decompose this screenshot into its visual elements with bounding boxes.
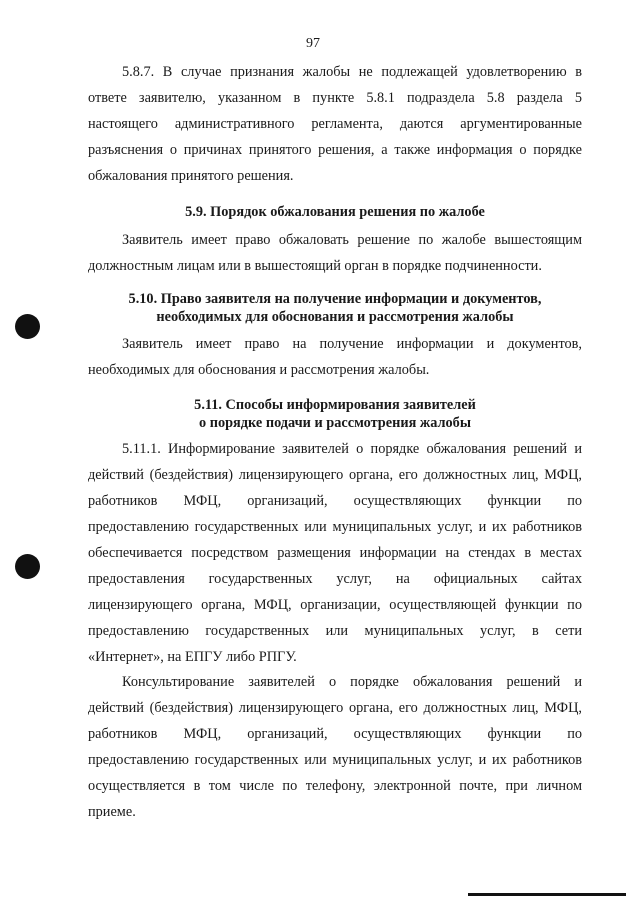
text-line: работников МФЦ, организаций, осуществляющих функции по — [88, 493, 582, 509]
text-line: осуществляется в том числе по телефону, электронной почте, при личном — [88, 778, 582, 794]
text-line: ответе заявителю, указанном в пункте 5.8.1 подраздела 5.8 раздела 5 — [88, 90, 582, 106]
heading-line: необходимых для обоснования и рассмотрения жалобы — [156, 309, 514, 325]
text-line: Заявитель имеет право обжаловать решение по жалобе вышестоящим — [122, 232, 582, 248]
page-number: 97 — [306, 36, 320, 51]
text-line: должностным лицам или в вышестоящий орган в порядке подчиненности. — [88, 258, 542, 274]
heading-line: 5.11. Способы информирования заявителей — [194, 397, 476, 413]
text-line: 5.8.7. В случае признания жалобы не подлежащей удовлетворению в — [122, 64, 582, 80]
text-line: обеспечивается посредством размещения информации на стендах в местах — [88, 545, 582, 561]
heading-text: 5.9. Порядок обжалования решения по жалобе — [185, 204, 485, 220]
text-line: действий (бездействия) лицензирующего органа, его должностных лиц, МФЦ, — [88, 467, 582, 483]
text-line: работников МФЦ, организаций, осуществляющих функции по — [88, 726, 582, 742]
text-line: Консультирование заявителей о порядке обжалования решений и — [122, 674, 582, 690]
text-line: «Интернет», на ЕПГУ либо РПГУ. — [88, 649, 297, 665]
text-line: обжалования принятого решения. — [88, 168, 294, 184]
paragraph-consultation — [88, 669, 582, 825]
paragraph-5-11-1 — [88, 436, 582, 670]
scan-edge-line — [468, 893, 626, 896]
text-line: предоставлению государственных или муниципальных услуг, в сети — [88, 623, 582, 639]
paragraph-5-9 — [88, 227, 582, 279]
text-line: предоставления государственных услуг, на официальных сайтах — [88, 571, 582, 587]
text-line: Заявитель имеет право на получение информации и документов, — [122, 336, 582, 352]
section-heading-5-10 — [88, 290, 582, 326]
paragraph-5-10 — [88, 331, 582, 383]
paragraph-5-8-7 — [88, 59, 582, 189]
text-line: предоставлению государственных или муниципальных услуг, и их работников — [88, 519, 582, 535]
heading-line: о порядке подачи и рассмотрения жалобы — [199, 415, 471, 431]
text-line: необходимых для обоснования и рассмотрения жалобы. — [88, 362, 430, 378]
text-line: действий (бездействия) лицензирующего органа, его должностных лиц, МФЦ, — [88, 700, 582, 716]
punch-hole-mark — [15, 314, 40, 339]
text-line: настоящего административного регламента, даются аргументированные — [88, 116, 582, 132]
text-line: предоставлению государственных или муниципальных услуг, и их работников — [88, 752, 582, 768]
text-line: лицензирующего органа, МФЦ, организации, осуществляющей функции по — [88, 597, 582, 613]
section-heading-5-9 — [88, 203, 582, 221]
text-line: приеме. — [88, 804, 136, 820]
section-heading-5-11 — [88, 396, 582, 432]
text-line: 5.11.1. Информирование заявителей о порядке обжалования решений и — [122, 441, 582, 457]
punch-hole-mark — [15, 554, 40, 579]
heading-line: 5.10. Право заявителя на получение информации и документов, — [128, 291, 542, 307]
text-line: разъяснения о причинах принятого решения, а также информация о порядке — [88, 142, 582, 158]
